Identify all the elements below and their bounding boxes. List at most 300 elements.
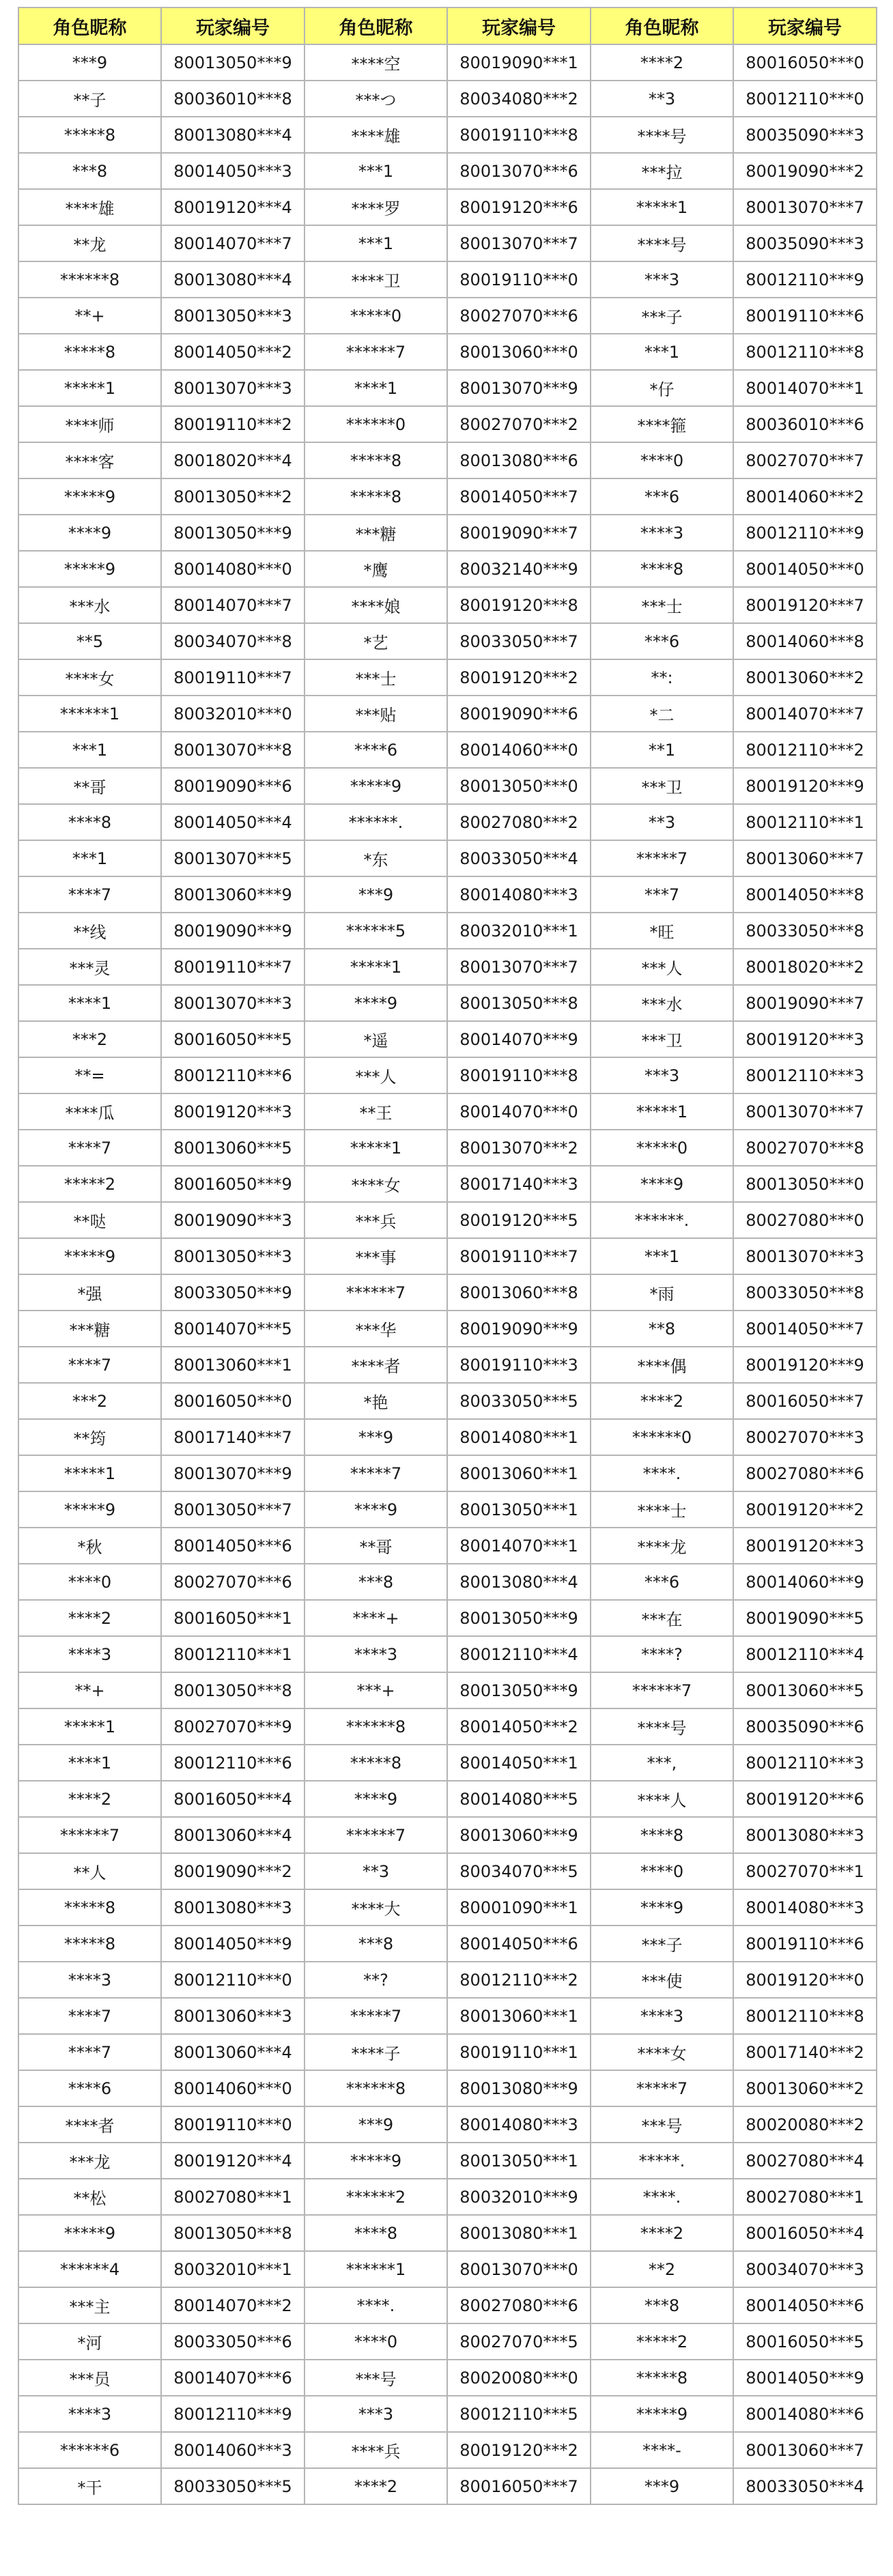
cell-player-id: 80013060***2 — [733, 659, 877, 696]
cell-player-id: 80019110***7 — [447, 1238, 591, 1274]
cell-nickname: *****9 — [18, 478, 161, 515]
table-row — [18, 551, 877, 587]
cell-nickname: ******8 — [304, 2070, 447, 2106]
cell-nickname: ******6 — [18, 2432, 161, 2468]
cell-player-id: 80013070***3 — [733, 1238, 877, 1274]
table-row — [18, 117, 877, 153]
cell-nickname: ****2 — [18, 1600, 161, 1636]
cell-player-id: 80013070***7 — [733, 1093, 877, 1130]
cell-nickname: **哥 — [18, 768, 161, 804]
cell-player-id: 80014050***4 — [161, 804, 304, 840]
cell-player-id: 80027080***2 — [447, 804, 591, 840]
table-row — [18, 1672, 877, 1708]
cell-nickname: *****2 — [591, 2323, 733, 2360]
cell-nickname: ****女 — [591, 2034, 733, 2070]
cell-player-id: 80019090***5 — [733, 1600, 877, 1636]
cell-player-id: 80017140***2 — [733, 2034, 877, 2070]
cell-player-id: 80001090***1 — [447, 1889, 591, 1926]
table-row — [18, 804, 877, 840]
cell-player-id: 80012110***0 — [161, 1962, 304, 1998]
cell-player-id: 80013070***7 — [447, 225, 591, 261]
cell-nickname: ***灵 — [18, 949, 161, 985]
cell-player-id: 80012110***4 — [447, 1636, 591, 1672]
cell-player-id: 80013070***0 — [447, 2251, 591, 2287]
cell-nickname: ****7 — [18, 876, 161, 913]
cell-player-id: 80016050***1 — [161, 1600, 304, 1636]
table-row — [18, 949, 877, 985]
cell-player-id: 80016050***4 — [161, 1781, 304, 1817]
cell-nickname: **+ — [18, 1672, 161, 1708]
table-row — [18, 2143, 877, 2179]
cell-nickname: ****号 — [591, 225, 733, 261]
cell-nickname: ***6 — [591, 623, 733, 659]
cell-nickname: ******7 — [304, 1817, 447, 1853]
cell-nickname: ****0 — [591, 1853, 733, 1889]
cell-player-id: 80013050***0 — [733, 1166, 877, 1202]
cell-nickname: *****1 — [304, 949, 447, 985]
cell-player-id: 80019120***9 — [733, 1347, 877, 1383]
cell-player-id: 80019120***0 — [733, 1962, 877, 1998]
cell-player-id: 80027070***9 — [161, 1708, 304, 1745]
cell-player-id: 80027070***2 — [447, 406, 591, 442]
table-row — [18, 1636, 877, 1672]
cell-nickname: *****1 — [304, 1130, 447, 1166]
cell-player-id: 80013070***7 — [733, 189, 877, 225]
cell-nickname: ****偶 — [591, 1347, 733, 1383]
cell-nickname: ***卫 — [591, 768, 733, 804]
cell-player-id: 80016050***4 — [733, 2215, 877, 2251]
cell-player-id: 80019120***7 — [733, 587, 877, 623]
cell-nickname: ***3 — [591, 261, 733, 298]
cell-player-id: 80034080***2 — [447, 81, 591, 117]
cell-player-id: 80014080***1 — [447, 1419, 591, 1455]
cell-player-id: 80019120***2 — [733, 1491, 877, 1528]
table-row — [18, 1745, 877, 1781]
cell-player-id: 80035090***3 — [733, 117, 877, 153]
table-row — [18, 1962, 877, 1998]
cell-player-id: 80014050***2 — [447, 1708, 591, 1745]
cell-player-id: 80019120***3 — [161, 1093, 304, 1130]
cell-player-id: 80013050***9 — [161, 44, 304, 81]
cell-nickname: **筠 — [18, 1419, 161, 1455]
cell-nickname: ****2 — [591, 44, 733, 81]
cell-nickname: ***6 — [591, 1564, 733, 1600]
cell-nickname: ****9 — [304, 1491, 447, 1528]
cell-nickname: ****人 — [591, 1781, 733, 1817]
cell-player-id: 80019090***7 — [733, 985, 877, 1021]
cell-nickname: *河 — [18, 2323, 161, 2360]
cell-player-id: 80014060***8 — [733, 623, 877, 659]
cell-player-id: 80014070***6 — [161, 2360, 304, 2396]
table-row — [18, 442, 877, 478]
cell-player-id: 80013060***8 — [447, 1274, 591, 1311]
cell-nickname: ****7 — [18, 1130, 161, 1166]
cell-nickname: ****9 — [591, 1166, 733, 1202]
cell-nickname: *****2 — [18, 1166, 161, 1202]
cell-nickname: *****9 — [18, 551, 161, 587]
cell-nickname: ***つ — [304, 81, 447, 117]
cell-nickname: *强 — [18, 1274, 161, 1311]
cell-nickname: ******7 — [18, 1817, 161, 1853]
cell-player-id: 80019120***5 — [447, 1202, 591, 1238]
cell-nickname: *****9 — [304, 768, 447, 804]
cell-nickname: ***1 — [304, 225, 447, 261]
cell-player-id: 80013060***1 — [447, 1998, 591, 2034]
cell-nickname: ******0 — [304, 406, 447, 442]
cell-player-id: 80027080***1 — [161, 2179, 304, 2215]
cell-player-id: 80014050***3 — [161, 153, 304, 189]
cell-nickname: *****1 — [18, 1708, 161, 1745]
cell-player-id: 80013080***3 — [733, 1817, 877, 1853]
table-row — [18, 2360, 877, 2396]
cell-player-id: 80019110***3 — [447, 1347, 591, 1383]
cell-nickname: ******1 — [18, 696, 161, 732]
cell-nickname: ******8 — [18, 261, 161, 298]
cell-nickname: ***龙 — [18, 2143, 161, 2179]
cell-player-id: 80033050***8 — [733, 1274, 877, 1311]
table-row — [18, 153, 877, 189]
cell-player-id: 80014050***2 — [161, 334, 304, 370]
table-row — [18, 1093, 877, 1130]
cell-nickname: ****师 — [18, 406, 161, 442]
cell-nickname: ****罗 — [304, 189, 447, 225]
cell-player-id: 80013050***8 — [161, 2215, 304, 2251]
table-row — [18, 659, 877, 696]
cell-player-id: 80019090***9 — [161, 913, 304, 949]
cell-player-id: 80027080***6 — [447, 2287, 591, 2323]
cell-nickname: ****8 — [18, 804, 161, 840]
cell-nickname: ******1 — [304, 2251, 447, 2287]
cell-player-id: 80033050***8 — [733, 913, 877, 949]
cell-player-id: 80012110***9 — [161, 2396, 304, 2432]
table-row — [18, 2070, 877, 2106]
cell-player-id: 80033050***5 — [161, 2468, 304, 2504]
cell-player-id: 80016050***0 — [733, 44, 877, 81]
cell-nickname: ***8 — [18, 153, 161, 189]
cell-nickname: *雨 — [591, 1274, 733, 1311]
cell-nickname: ****士 — [591, 1491, 733, 1528]
cell-nickname: ****. — [591, 1455, 733, 1491]
table-row — [18, 1889, 877, 1926]
cell-player-id: 80014070***7 — [161, 225, 304, 261]
cell-nickname: **子 — [18, 81, 161, 117]
cell-player-id: 80019110***0 — [447, 261, 591, 298]
cell-player-id: 80035090***3 — [733, 225, 877, 261]
cell-nickname: *东 — [304, 840, 447, 876]
cell-player-id: 80014050***6 — [161, 1528, 304, 1564]
cell-nickname: *旺 — [591, 913, 733, 949]
header-player-id: 玩家编号 — [161, 8, 304, 44]
cell-nickname: ***华 — [304, 1311, 447, 1347]
header-row — [18, 8, 877, 44]
cell-player-id: 80019110***7 — [161, 659, 304, 696]
cell-player-id: 80034070***5 — [447, 1853, 591, 1889]
cell-player-id: 80013070***9 — [447, 370, 591, 406]
cell-player-id: 80020080***0 — [447, 2360, 591, 2396]
table-row — [18, 985, 877, 1021]
table-row — [18, 623, 877, 659]
cell-nickname: ****3 — [304, 1636, 447, 1672]
cell-nickname: ****0 — [304, 2323, 447, 2360]
cell-player-id: 80013070***9 — [161, 1455, 304, 1491]
cell-player-id: 80012110***8 — [733, 334, 877, 370]
cell-player-id: 80013070***6 — [447, 153, 591, 189]
cell-nickname: ***2 — [18, 1021, 161, 1057]
cell-nickname: **3 — [591, 804, 733, 840]
cell-nickname: ****8 — [304, 2215, 447, 2251]
cell-nickname: *****7 — [591, 840, 733, 876]
cell-nickname: ***糖 — [304, 515, 447, 551]
table-body — [18, 44, 877, 2504]
cell-nickname: **人 — [18, 1853, 161, 1889]
cell-player-id: 80013050***0 — [447, 768, 591, 804]
table-row — [18, 876, 877, 913]
cell-player-id: 80014070***7 — [161, 587, 304, 623]
cell-nickname: **龙 — [18, 225, 161, 261]
table-row — [18, 1564, 877, 1600]
cell-nickname: ***1 — [591, 334, 733, 370]
cell-player-id: 80019120***6 — [733, 1781, 877, 1817]
table-row — [18, 1600, 877, 1636]
table-row — [18, 2179, 877, 2215]
table-row — [18, 913, 877, 949]
cell-nickname: ***1 — [18, 840, 161, 876]
table-row — [18, 768, 877, 804]
table-row — [18, 261, 877, 298]
cell-player-id: 80013060***4 — [161, 1817, 304, 1853]
cell-player-id: 80019090***7 — [447, 515, 591, 551]
cell-nickname: ****? — [591, 1636, 733, 1672]
cell-nickname: ******7 — [304, 1274, 447, 1311]
cell-player-id: 80013070***8 — [161, 732, 304, 768]
cell-nickname: ***人 — [591, 949, 733, 985]
cell-player-id: 80033050***4 — [733, 2468, 877, 2504]
table-row — [18, 225, 877, 261]
cell-nickname: *****8 — [304, 1745, 447, 1781]
cell-player-id: 80013070***7 — [447, 949, 591, 985]
cell-player-id: 80034070***8 — [161, 623, 304, 659]
cell-nickname: ****号 — [591, 1708, 733, 1745]
cell-nickname: ****9 — [18, 515, 161, 551]
table-row — [18, 370, 877, 406]
cell-nickname: ***员 — [18, 2360, 161, 2396]
table-row — [18, 587, 877, 623]
cell-player-id: 80013080***6 — [447, 442, 591, 478]
cell-nickname: **? — [304, 1962, 447, 1998]
cell-player-id: 80013080***1 — [447, 2215, 591, 2251]
cell-player-id: 80012110***9 — [733, 515, 877, 551]
cell-player-id: 80012110***5 — [447, 2396, 591, 2432]
cell-nickname: ******. — [591, 1202, 733, 1238]
cell-nickname: ***糖 — [18, 1311, 161, 1347]
cell-player-id: 80016050***0 — [161, 1383, 304, 1419]
cell-nickname: ****子 — [304, 2034, 447, 2070]
cell-nickname: ****箍 — [591, 406, 733, 442]
table-row — [18, 1926, 877, 1962]
table-row — [18, 1781, 877, 1817]
cell-player-id: 80013060***9 — [161, 876, 304, 913]
cell-nickname: ***3 — [304, 2396, 447, 2432]
table-row — [18, 1491, 877, 1528]
cell-nickname: ***在 — [591, 1600, 733, 1636]
cell-player-id: 80019110***0 — [161, 2106, 304, 2143]
cell-nickname: ***9 — [304, 876, 447, 913]
cell-player-id: 80013060***2 — [733, 2070, 877, 2106]
cell-player-id: 80019120***3 — [733, 1021, 877, 1057]
cell-nickname: *遥 — [304, 1021, 447, 1057]
cell-nickname: ***1 — [18, 732, 161, 768]
table-row — [18, 1274, 877, 1311]
cell-nickname: ***主 — [18, 2287, 161, 2323]
cell-nickname: ***卫 — [591, 1021, 733, 1057]
cell-player-id: 80014060***0 — [161, 2070, 304, 2106]
cell-player-id: 80018020***2 — [733, 949, 877, 985]
cell-player-id: 80016050***5 — [733, 2323, 877, 2360]
cell-player-id: 80013060***1 — [161, 1347, 304, 1383]
cell-nickname: ******5 — [304, 913, 447, 949]
table-row — [18, 1166, 877, 1202]
cell-nickname: ******7 — [304, 334, 447, 370]
cell-player-id: 80019090***2 — [161, 1853, 304, 1889]
table-row — [18, 1528, 877, 1564]
cell-player-id: 80033050***9 — [161, 1274, 304, 1311]
table-row — [18, 1853, 877, 1889]
cell-nickname: *仔 — [591, 370, 733, 406]
cell-nickname: **+ — [18, 298, 161, 334]
cell-nickname: ****客 — [18, 442, 161, 478]
cell-nickname: ***9 — [591, 2468, 733, 2504]
cell-nickname: **3 — [591, 81, 733, 117]
cell-player-id: 80013050***3 — [161, 1238, 304, 1274]
cell-nickname: *****8 — [18, 1889, 161, 1926]
cell-player-id: 80033050***6 — [161, 2323, 304, 2360]
cell-player-id: 80014070***7 — [733, 696, 877, 732]
cell-nickname: ***6 — [591, 478, 733, 515]
cell-player-id: 80013070***5 — [161, 840, 304, 876]
cell-player-id: 80016050***9 — [161, 1166, 304, 1202]
cell-nickname: ***号 — [304, 2360, 447, 2396]
cell-player-id: 80019110***6 — [733, 298, 877, 334]
cell-nickname: **3 — [304, 1853, 447, 1889]
cell-nickname: ***9 — [304, 1419, 447, 1455]
cell-player-id: 80019090***6 — [447, 696, 591, 732]
cell-player-id: 80027070***8 — [733, 1130, 877, 1166]
cell-nickname: ****者 — [304, 1347, 447, 1383]
cell-player-id: 80016050***7 — [733, 1383, 877, 1419]
table-row — [18, 1130, 877, 1166]
cell-player-id: 80019120***4 — [161, 189, 304, 225]
cell-player-id: 80014050***6 — [447, 1926, 591, 1962]
cell-nickname: ****龙 — [591, 1528, 733, 1564]
cell-nickname: *秋 — [18, 1528, 161, 1564]
cell-player-id: 80014080***0 — [161, 551, 304, 587]
cell-player-id: 80013070***2 — [447, 1130, 591, 1166]
cell-player-id: 80014050***7 — [733, 1311, 877, 1347]
cell-player-id: 80013050***1 — [447, 2143, 591, 2179]
cell-nickname: *****1 — [591, 189, 733, 225]
cell-player-id: 80012110***8 — [733, 1998, 877, 2034]
cell-player-id: 80014050***8 — [733, 876, 877, 913]
cell-player-id: 80013060***7 — [733, 840, 877, 876]
cell-player-id: 80027070***5 — [447, 2323, 591, 2360]
cell-player-id: 80032010***1 — [161, 2251, 304, 2287]
cell-player-id: 80017140***3 — [447, 1166, 591, 1202]
cell-player-id: 80013070***3 — [161, 370, 304, 406]
cell-nickname: ****3 — [18, 1636, 161, 1672]
cell-player-id: 80013060***0 — [447, 334, 591, 370]
table-row — [18, 1021, 877, 1057]
table-row — [18, 2034, 877, 2070]
cell-player-id: 80013060***3 — [161, 1998, 304, 2034]
table-row — [18, 1455, 877, 1491]
cell-nickname: *****8 — [18, 334, 161, 370]
cell-nickname: ***9 — [18, 44, 161, 81]
cell-nickname: ****7 — [18, 1347, 161, 1383]
cell-player-id: 80014070***1 — [733, 370, 877, 406]
table-row — [18, 840, 877, 876]
cell-nickname: **线 — [18, 913, 161, 949]
table-row — [18, 1057, 877, 1093]
cell-player-id: 80019120***2 — [447, 659, 591, 696]
cell-nickname: ****9 — [591, 1889, 733, 1926]
table-row — [18, 406, 877, 442]
cell-player-id: 80013080***9 — [447, 2070, 591, 2106]
cell-nickname: ****+ — [304, 1600, 447, 1636]
table-row — [18, 2323, 877, 2360]
cell-nickname: *干 — [18, 2468, 161, 2504]
cell-nickname: ***7 — [591, 876, 733, 913]
cell-player-id: 80019110***6 — [733, 1926, 877, 1962]
cell-player-id: 80016050***5 — [161, 1021, 304, 1057]
cell-nickname: *****9 — [591, 2396, 733, 2432]
cell-player-id: 80035090***6 — [733, 1708, 877, 1745]
cell-nickname: *****1 — [591, 1093, 733, 1130]
cell-nickname: *****0 — [304, 298, 447, 334]
cell-player-id: 80036010***6 — [733, 406, 877, 442]
cell-nickname: *艳 — [304, 1383, 447, 1419]
cell-nickname: ****雄 — [304, 117, 447, 153]
table-row — [18, 2287, 877, 2323]
cell-player-id: 80019090***1 — [447, 44, 591, 81]
cell-nickname: ***号 — [591, 2106, 733, 2143]
cell-nickname: **松 — [18, 2179, 161, 2215]
cell-player-id: 80012110***3 — [733, 1745, 877, 1781]
cell-nickname: ****女 — [18, 659, 161, 696]
cell-player-id: 80012110***2 — [733, 732, 877, 768]
table-row — [18, 2432, 877, 2468]
cell-nickname: ****2 — [18, 1781, 161, 1817]
cell-nickname: *****1 — [18, 370, 161, 406]
cell-nickname: ****3 — [591, 515, 733, 551]
header-player-id: 玩家编号 — [733, 8, 877, 44]
cell-player-id: 80013080***4 — [161, 117, 304, 153]
cell-nickname: ****女 — [304, 1166, 447, 1202]
cell-nickname: ****娘 — [304, 587, 447, 623]
cell-player-id: 80014080***3 — [733, 1889, 877, 1926]
table-row — [18, 1347, 877, 1383]
cell-nickname: ***士 — [591, 587, 733, 623]
cell-nickname: ****7 — [18, 2034, 161, 2070]
cell-nickname: ***贴 — [304, 696, 447, 732]
cell-player-id: 80013050***9 — [161, 515, 304, 551]
cell-player-id: 80027080***4 — [733, 2143, 877, 2179]
cell-nickname: ***2 — [18, 1383, 161, 1419]
cell-nickname: ***1 — [304, 153, 447, 189]
cell-nickname: ***3 — [591, 1057, 733, 1093]
cell-player-id: 80032140***9 — [447, 551, 591, 587]
table-row — [18, 2251, 877, 2287]
cell-player-id: 80012110***1 — [161, 1636, 304, 1672]
